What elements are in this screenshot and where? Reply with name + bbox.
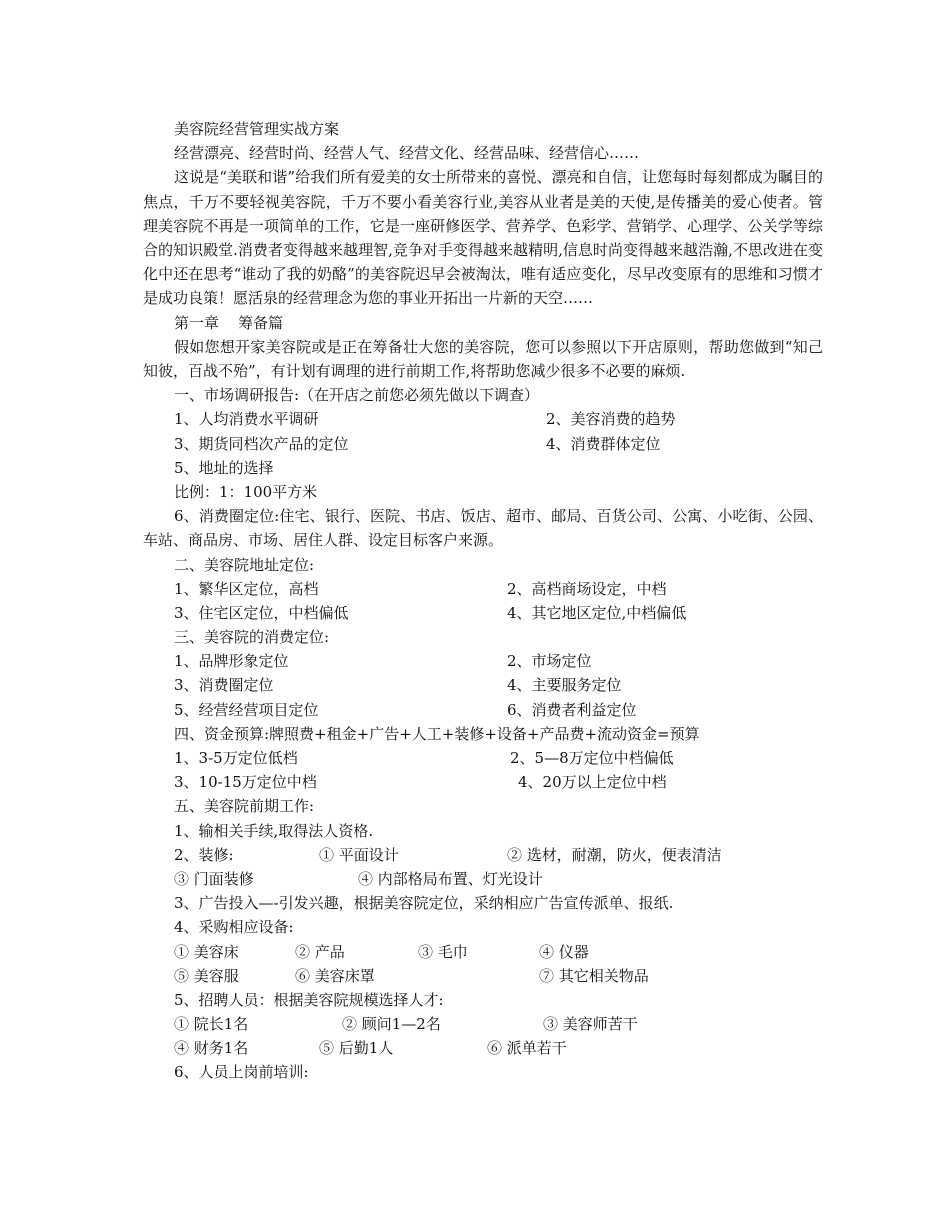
document-title: 美容院经营管理实战方案 bbox=[174, 120, 340, 138]
list-item: ④ 内部格局布置、灯光设计 bbox=[358, 869, 543, 888]
section-3-row bbox=[143, 673, 823, 697]
list-item: 5、地址的选择 bbox=[174, 458, 274, 477]
equipment-row bbox=[143, 940, 823, 964]
list-item: 6、人员上岗前培训: bbox=[174, 1063, 309, 1082]
chapter-heading: 第一章 筹备篇 bbox=[174, 313, 284, 332]
renovation-row bbox=[143, 867, 823, 891]
section-3-row bbox=[143, 698, 823, 722]
list-item: ③ 毛巾 bbox=[418, 942, 468, 961]
list-item: ④ 财务1名 bbox=[174, 1039, 249, 1058]
list-item: ③ 美容师苦干 bbox=[543, 1015, 638, 1034]
list-item: ⑤ 后勤1人 bbox=[319, 1039, 394, 1058]
list-item: ⑤ 美容服 bbox=[174, 966, 239, 985]
list-item: 2、市场定位 bbox=[507, 652, 592, 671]
chapter-intro: 假如您想开家美容院或是正在筹备壮大您的美容院，您可以参照以下开店原则，帮助您做到“知己知彼，百战不殆”，有计划有调理的进行前期工作,将帮助您减少很多不必要的麻烦. bbox=[143, 337, 823, 380]
section-1-row bbox=[143, 407, 823, 431]
list-item: 1、品牌形象定位 bbox=[174, 652, 289, 671]
list-item: ⑥ 美容床罩 bbox=[295, 966, 375, 985]
section-3-heading: 三、美容院的消费定位: bbox=[174, 628, 330, 647]
list-item: 5、招聘人员：根据美容院规模选择人才: bbox=[174, 990, 444, 1009]
equipment-row bbox=[143, 964, 823, 988]
document-body bbox=[143, 117, 823, 1085]
list-item: 3、住宅区定位，中档偏低 bbox=[174, 603, 349, 622]
section-4-row bbox=[143, 746, 823, 770]
list-item: ② 顾问1—2名 bbox=[342, 1015, 441, 1034]
list-item: ① 美容床 bbox=[174, 942, 239, 961]
list-item: ① 平面设计 bbox=[319, 845, 399, 864]
list-item: 2、5—8万定位中档偏低 bbox=[510, 749, 674, 768]
list-item: 2、高档商场设定，中档 bbox=[507, 579, 667, 598]
list-item: 2、美容消费的趋势 bbox=[546, 410, 676, 429]
section-2-row bbox=[143, 577, 823, 601]
list-item: 3、广告投入—-引发兴趣，根据美容院定位，采纳相应广告宣传派单、报纸. bbox=[174, 894, 674, 913]
list-item: 4、采购相应设备: bbox=[174, 918, 294, 937]
list-item: 5、经营经营项目定位 bbox=[174, 700, 319, 719]
list-item: 6、消费者利益定位 bbox=[507, 700, 637, 719]
list-item: 3、10-15万定位中档 bbox=[174, 773, 317, 792]
section-1-heading: 一、市场调研报告:（在开店之前您必须先做以下调查） bbox=[174, 386, 540, 405]
intro-paragraph: 这说是“美联和谐”给我们所有爱美的女士所带来的喜悦、漂亮和自信，让您每时每刻都成为瞩目的焦点，千万不要轻视美容院，千万不要小看美容行业,美容从业者是美的天使,是传播美的爱心使者。管理美容院不再是一项简单的工作，它是一座研修医学、营养学、色彩学、营销学、心理学、公关学等综合的知识殿堂.消费者变得越来越理智,竞争对手变得越来越精明,信息时尚变得越来越浩瀚,不思改进在变化中还在思考“谁动了我的奶酪”的美容院迟早会被淘汰，唯有适应变化，尽早改变原有的思维和习惯才是成功良策！愿活泉的经营理念为您的事业开拓出一片新的天空…… bbox=[143, 168, 823, 308]
section-1-row bbox=[143, 432, 823, 456]
section-5-heading: 五、美容院前期工作: bbox=[174, 797, 315, 816]
list-item: 2、装修: bbox=[174, 845, 234, 864]
staff-row bbox=[143, 1036, 823, 1060]
list-item: ④ 仪器 bbox=[539, 942, 589, 961]
list-item: ① 院长1名 bbox=[174, 1015, 249, 1034]
list-item: 1、人均消费水平调研 bbox=[174, 410, 319, 429]
slogan: 经营漂亮、经营时尚、经营人气、经营文化、经营品味、经营信心…… bbox=[174, 144, 640, 163]
list-item: ② 产品 bbox=[295, 942, 345, 961]
list-item: ⑥ 派单若干 bbox=[487, 1039, 567, 1058]
section-3-row bbox=[143, 649, 823, 673]
ratio-line: 比例：1：100平方米 bbox=[174, 482, 318, 501]
list-item: ⑦ 其它相关物品 bbox=[539, 966, 649, 985]
list-item: 4、主要服务定位 bbox=[507, 676, 622, 695]
section-2-heading: 二、美容院地址定位: bbox=[174, 555, 315, 574]
list-item: 4、消费群体定位 bbox=[546, 434, 661, 453]
consumption-circle: 6、消费圈定位:住宅、银行、医院、书店、饭店、超市、邮局、百货公司、公寓、小吃街、公园、车站、商品房、市场、居住人群、设定目标客户来源。 bbox=[143, 507, 823, 550]
staff-row bbox=[143, 1012, 823, 1036]
section-4-heading: 四、资金预算:牌照费+租金+广告+人工+装修+设备+产品费+流动资金=预算 bbox=[174, 724, 700, 743]
renovation-row bbox=[143, 843, 823, 867]
list-item: 4、20万以上定位中档 bbox=[518, 773, 667, 792]
section-4-row bbox=[143, 770, 823, 794]
list-item: 4、其它地区定位,中档偏低 bbox=[507, 603, 687, 622]
list-item: 1、3-5万定位低档 bbox=[174, 749, 298, 768]
list-item: 1、输相关手续,取得法人资格. bbox=[174, 821, 374, 840]
list-item: 1、繁华区定位，高档 bbox=[174, 579, 319, 598]
list-item: ③ 门面装修 bbox=[174, 869, 254, 888]
list-item: ② 选材，耐潮，防火，便表清洁 bbox=[507, 845, 722, 864]
list-item: 3、期货同档次产品的定位 bbox=[174, 434, 349, 453]
list-item: 3、消费圈定位 bbox=[174, 676, 274, 695]
section-2-row bbox=[143, 601, 823, 625]
